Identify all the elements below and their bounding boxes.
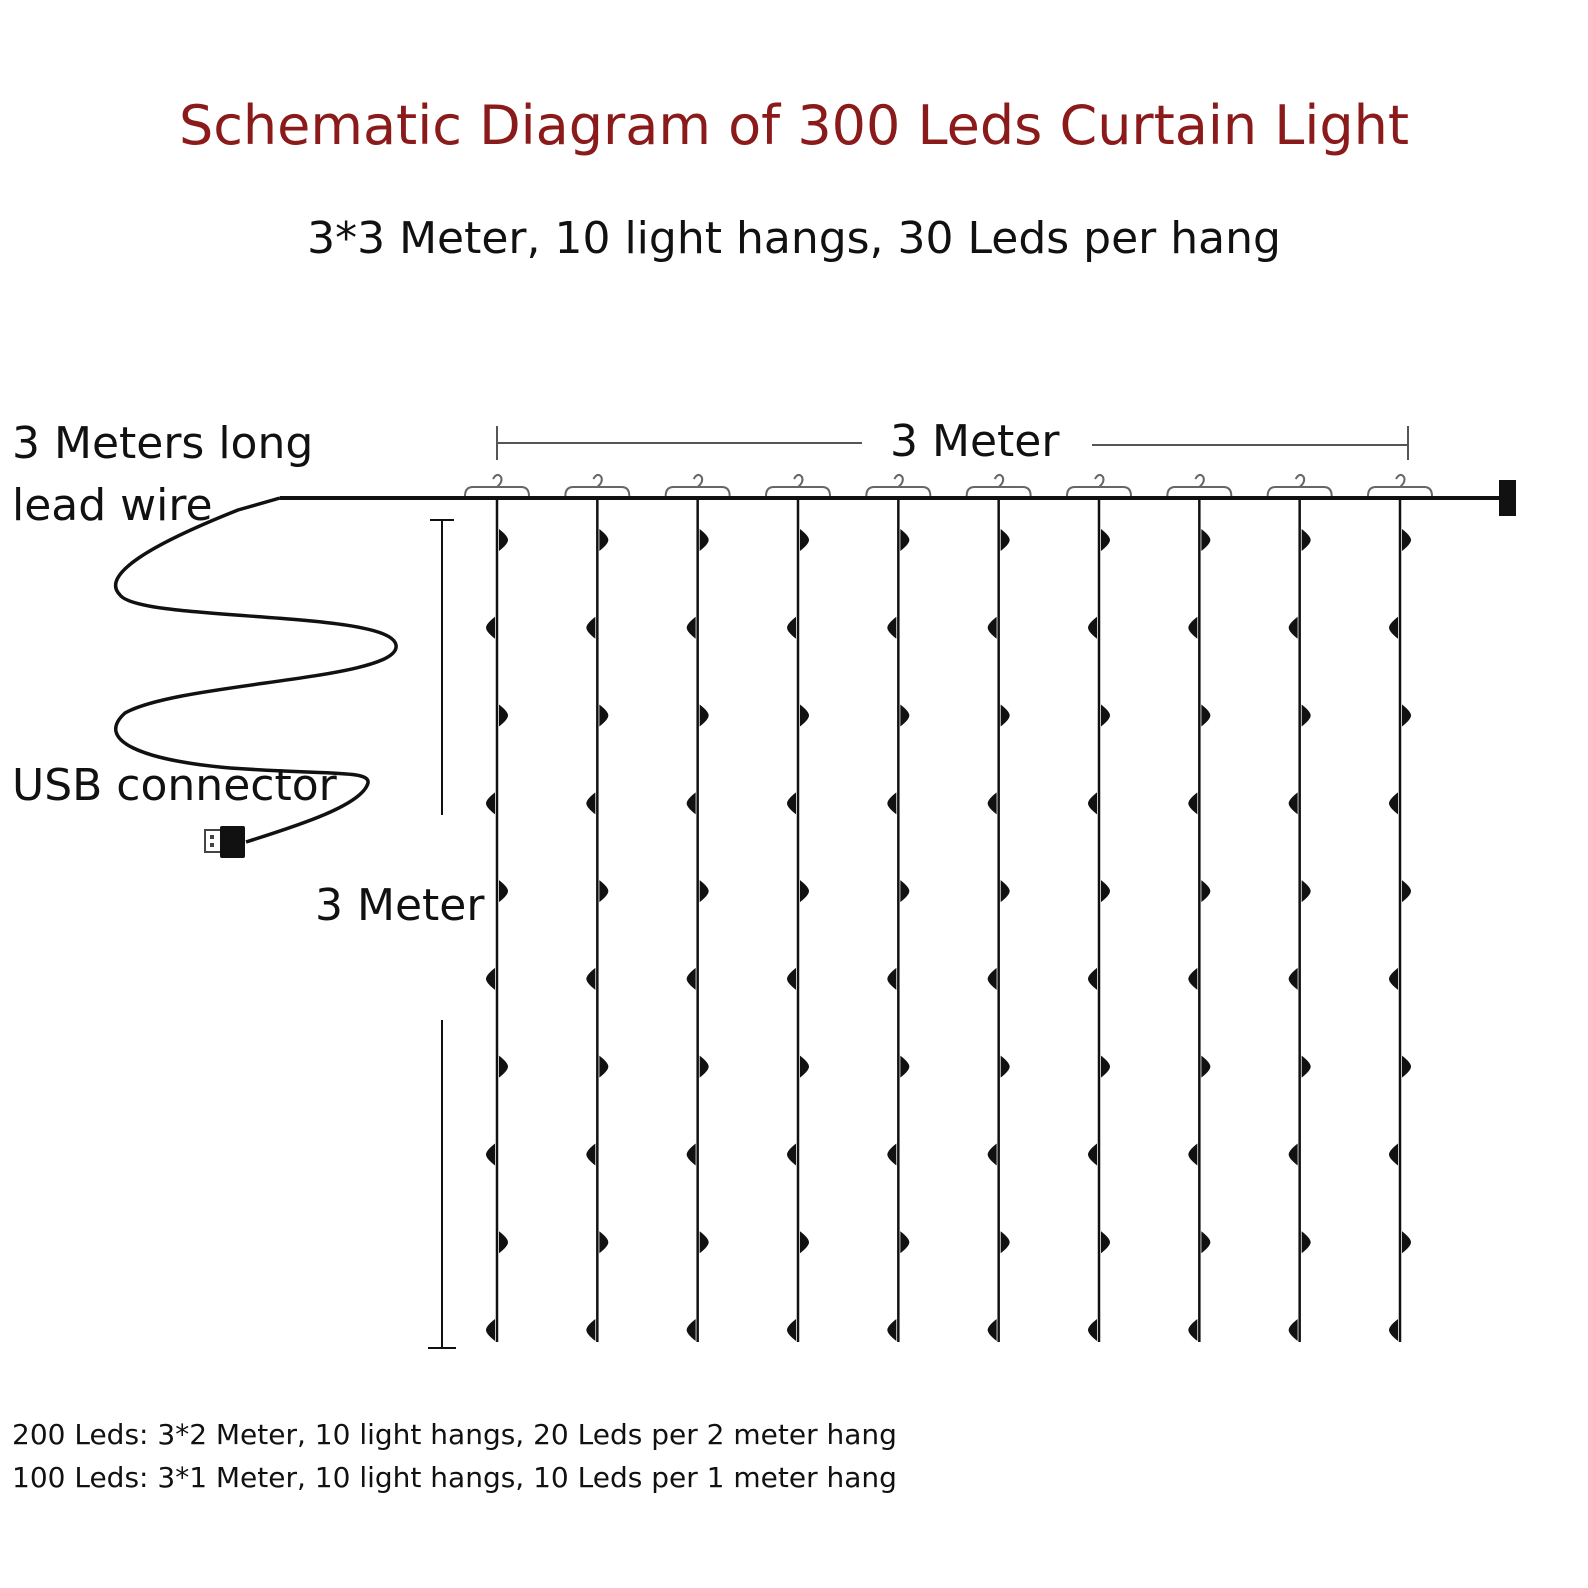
led-bulb	[700, 1231, 709, 1253]
led-bulb	[1088, 617, 1097, 639]
hook-icon	[1268, 475, 1332, 496]
led-bulb	[800, 1231, 809, 1253]
note-200-leds: 200 Leds: 3*2 Meter, 10 light hangs, 20 Leds per 2 meter hang	[12, 1418, 897, 1451]
hook-icon	[1067, 475, 1131, 496]
led-bulb	[1389, 968, 1398, 990]
led-bulb	[1188, 617, 1197, 639]
lead-wire-label-line-2: lead wire	[12, 480, 213, 531]
led-bulb	[1188, 792, 1197, 814]
led-bulb	[887, 1143, 896, 1165]
light-hangs	[465, 475, 1432, 1342]
height-dimension-label: 3 Meter	[315, 880, 485, 931]
led-bulb	[1101, 1056, 1110, 1078]
led-bulb	[599, 1056, 608, 1078]
led-bulb	[586, 1319, 595, 1341]
led-bulb	[1201, 705, 1210, 727]
led-bulb	[1101, 705, 1110, 727]
hook-icon	[1368, 475, 1432, 496]
led-bulb	[599, 705, 608, 727]
led-bulb	[700, 1056, 709, 1078]
diagram-subtitle: 3*3 Meter, 10 light hangs, 30 Leds per hang	[307, 213, 1281, 264]
led-bulb	[900, 1056, 909, 1078]
light-hang	[1368, 475, 1432, 1342]
hook-icon	[766, 475, 830, 496]
led-bulb	[586, 1143, 595, 1165]
led-bulb	[499, 1231, 508, 1253]
led-bulb	[1302, 1056, 1311, 1078]
led-bulb	[988, 1143, 997, 1165]
led-bulb	[900, 1231, 909, 1253]
led-bulb	[1201, 880, 1210, 902]
lead-wire-label-line-1: 3 Meters long	[12, 418, 314, 469]
led-bulb	[1101, 880, 1110, 902]
led-bulb	[1302, 880, 1311, 902]
led-bulb	[499, 529, 508, 551]
led-bulb	[599, 880, 608, 902]
led-bulb	[988, 617, 997, 639]
led-bulb	[800, 1056, 809, 1078]
led-bulb	[1001, 1056, 1010, 1078]
led-bulb	[1101, 529, 1110, 551]
led-bulb	[1201, 1056, 1210, 1078]
led-bulb	[1302, 705, 1311, 727]
led-bulb	[800, 880, 809, 902]
note-100-leds: 100 Leds: 3*1 Meter, 10 light hangs, 10 Leds per 1 meter hang	[12, 1461, 897, 1494]
led-bulb	[1088, 1319, 1097, 1341]
led-bulb	[687, 1143, 696, 1165]
hook-icon	[666, 475, 730, 496]
led-bulb	[787, 792, 796, 814]
led-bulb	[1188, 1319, 1197, 1341]
diagram-title: Schematic Diagram of 300 Leds Curtain Light	[178, 94, 1410, 157]
led-bulb	[700, 529, 709, 551]
led-bulb	[787, 1319, 796, 1341]
led-bulb	[599, 1231, 608, 1253]
led-bulb	[800, 529, 809, 551]
led-bulb	[700, 705, 709, 727]
led-bulb	[499, 880, 508, 902]
led-bulb	[1201, 1231, 1210, 1253]
height-dimension	[428, 520, 456, 1348]
wire-end-cap	[1499, 480, 1516, 516]
led-bulb	[787, 1143, 796, 1165]
led-bulb	[586, 968, 595, 990]
hook-icon	[866, 475, 930, 496]
hook-icon	[565, 475, 629, 496]
led-bulb	[586, 792, 595, 814]
hook-icon	[1167, 475, 1231, 496]
led-bulb	[1289, 1143, 1298, 1165]
led-bulb	[1101, 1231, 1110, 1253]
led-bulb	[887, 792, 896, 814]
width-dimension-label: 3 Meter	[890, 416, 1060, 467]
led-bulb	[687, 1319, 696, 1341]
led-bulb	[900, 705, 909, 727]
led-bulb	[1088, 792, 1097, 814]
led-bulb	[1289, 792, 1298, 814]
led-bulb	[1302, 1231, 1311, 1253]
led-bulb	[599, 529, 608, 551]
led-bulb	[1389, 792, 1398, 814]
light-hang	[866, 475, 930, 1342]
led-bulb	[486, 968, 495, 990]
hook-icon	[967, 475, 1031, 496]
hook-icon	[465, 475, 529, 496]
led-bulb	[1201, 529, 1210, 551]
lead-wire	[116, 498, 397, 842]
led-bulb	[1001, 880, 1010, 902]
led-bulb	[787, 617, 796, 639]
led-bulb	[787, 968, 796, 990]
led-bulb	[1402, 1056, 1411, 1078]
led-bulb	[1389, 617, 1398, 639]
led-bulb	[1289, 968, 1298, 990]
led-bulb	[887, 1319, 896, 1341]
led-bulb	[687, 617, 696, 639]
led-bulb	[1088, 968, 1097, 990]
led-bulb	[687, 792, 696, 814]
led-bulb	[486, 792, 495, 814]
led-bulb	[700, 880, 709, 902]
usb-connector-label: USB connector	[12, 760, 337, 811]
led-bulb	[1001, 1231, 1010, 1253]
light-hang	[967, 475, 1031, 1342]
led-bulb	[486, 1319, 495, 1341]
led-bulb	[887, 968, 896, 990]
led-bulb	[1188, 968, 1197, 990]
led-bulb	[499, 705, 508, 727]
led-bulb	[1302, 529, 1311, 551]
led-bulb	[486, 1143, 495, 1165]
led-bulb	[1402, 529, 1411, 551]
led-bulb	[988, 1319, 997, 1341]
light-hang	[766, 475, 830, 1342]
light-hang	[565, 475, 629, 1342]
led-bulb	[988, 968, 997, 990]
led-bulb	[1088, 1143, 1097, 1165]
led-bulb	[1389, 1319, 1398, 1341]
led-bulb	[1402, 880, 1411, 902]
led-bulb	[1289, 1319, 1298, 1341]
led-bulb	[486, 617, 495, 639]
led-bulb	[1188, 1143, 1197, 1165]
led-bulb	[586, 617, 595, 639]
usb-plug-icon	[205, 826, 245, 858]
led-bulb	[1289, 617, 1298, 639]
led-bulb	[499, 1056, 508, 1078]
light-hang	[666, 475, 730, 1342]
light-hang	[1268, 475, 1332, 1342]
led-bulb	[1402, 705, 1411, 727]
led-bulb	[900, 529, 909, 551]
led-bulb	[1402, 1231, 1411, 1253]
led-bulb	[687, 968, 696, 990]
led-bulb	[800, 705, 809, 727]
light-hang	[1167, 475, 1231, 1342]
led-bulb	[1001, 705, 1010, 727]
led-bulb	[988, 792, 997, 814]
led-bulb	[887, 617, 896, 639]
led-bulb	[1389, 1143, 1398, 1165]
light-hang	[1067, 475, 1131, 1342]
led-bulb	[1001, 529, 1010, 551]
led-bulb	[900, 880, 909, 902]
